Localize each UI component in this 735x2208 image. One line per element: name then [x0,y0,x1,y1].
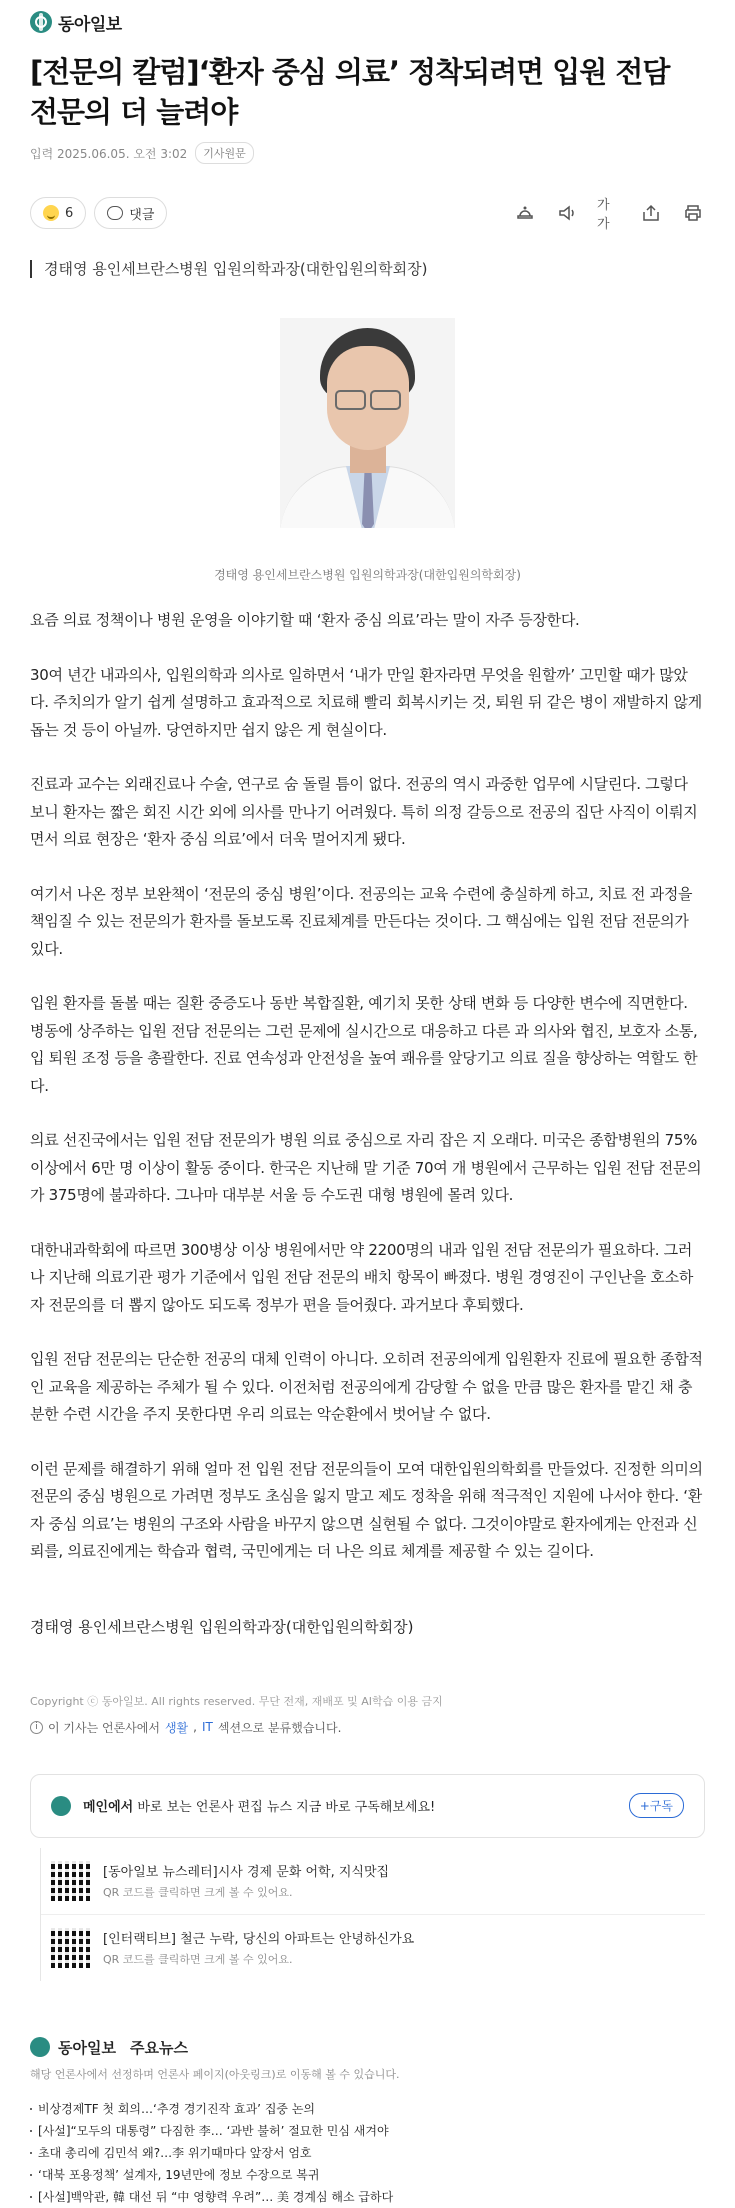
photo-caption: 경태영 용인세브란스병원 입원의학과장(대한입원의학회장) [214,568,521,582]
donga-mini-logo-icon [51,1796,71,1816]
reaction-count: 6 [65,205,74,221]
reporter-icon[interactable] [513,201,537,225]
article-meta [30,142,705,164]
qr-code-icon[interactable] [51,1861,91,1901]
paragraph: 이런 문제를 해결하기 위해 얼마 전 입원 전담 전문의들이 모여 대한입원의학회를 만들었다. 진정한 의미의 전문의 중심 병원으로 가려면 정부도 초심을 잃지 말고 제도 정착을 위해 적극적인 지원에 나서야 한다. ‘환자 중심 의료’는 병원의 구조와 사람을 바꾸지 않으면 실현될 수 없다. 그것이야말로 환자에게는 안전과 신뢰를, 의료진에게는 학습과 협력, 국민에게는 더 나은 의료 체계를 제공할 수 있는 길이다. [30,1459,703,1560]
donga-logo-icon [30,11,52,33]
news-link[interactable]: [사설]“모두의 대통령” 다짐한 李… ‘과반 불허’ 절묘한 민심 새겨야 [30,2120,705,2142]
paragraph: 여기서 나온 정부 보완책이 ‘전문의 중심 병원’이다. 전공의는 교육 수련에 충실하게 하고, 치료 전 과정을 책임질 수 있는 전문의가 환자를 돌보도록 진료체계를 만든다는 것이다. 그 핵심에는 입원 전담 전문의가 있다. [30,884,693,958]
main-news-header [30,2037,705,2058]
comment-button[interactable] [94,197,167,229]
donga-news-logo-icon [30,2037,50,2057]
section-link-it[interactable]: IT [201,1720,213,1734]
promo-item[interactable] [41,1915,705,1981]
photo-glasses [335,390,401,408]
published-time: 입력 2025.06.05. 오전 3:02 [30,146,188,161]
paragraph: 30여 년간 내과의사, 입원의학과 의사로 일하면서 ‘내가 만일 환자라면 무엇을 원할까’ 고민할 때가 많았다. 주치의가 알기 쉽게 설명하고 효과적으로 치료해 빨리 회복시키는 것, 퇴원 뒤 같은 병이 재발하지 않게 돕는 것 등이 아닐까. 당연하지만 쉽지 않은 게 현실이다. [30,665,702,739]
comment-bubble-icon [107,206,123,220]
article-toolbar [30,196,705,230]
article-byline-bottom: 경태영 용인세브란스병원 입원의학과장(대한입원의학회장) [30,1617,414,1636]
promo-title: [동아일보 뉴스레터]시사 경제 문화 어학, 지식맛집 [103,1865,390,1880]
news-link[interactable]: [사설]백악관, 韓 대선 뒤 “中 영향력 우려”… 美 경계심 해소 급하다 [30,2186,705,2208]
section-classification [30,1719,705,1736]
paragraph: 의료 선진국에서는 입원 전담 전문의가 병원 의료 중심으로 자리 잡은 지 오래다. 미국은 종합병원의 75% 이상에서 6만 명 이상이 활동 중이다. 한국은 지난해 말 기준 70여 개 병원에서 근무하는 입원 전담 전문의가 375명에 불과하다. 그나마 대부분 서울 등 수도권 대형 병원에 몰려 있다. [30,1131,702,1204]
qr-code-icon[interactable] [51,1928,91,1968]
press-logo[interactable] [30,10,122,35]
header [30,0,705,44]
news-link[interactable]: 초대 총리에 김민석 왜?…李 위기때마다 앞장서 엄호 [30,2142,705,2164]
original-article-button[interactable]: 기사원문 [195,142,254,164]
font-size-icon[interactable]: 가가 [597,198,610,232]
main-news-list [30,2098,705,2208]
paragraph: 요즘 의료 정책이나 병원 운영을 이야기할 때 ‘환자 중심 의료’라는 말이 자주 등장한다. [30,611,580,629]
logo-text: 동아일보 [58,14,122,35]
info-icon: i [30,1721,43,1734]
subscribe-button[interactable]: +구독 [629,1793,684,1818]
paragraph: 입원 전담 전문의는 단순한 전공의 대체 인력이 아니다. 오히려 전공의에게 입원환자 진료에 필요한 종합적인 교육을 제공하는 주체가 될 수 있다. 이전처럼 전공의에게 감당할 수 없을 만큼 많은 환자를 맡긴 채 충분한 수련 시간을 주지 못한다면 우리 의료는 악순환에서 벗어날 수 없다. [30,1350,703,1423]
article-byline: 경태영 용인세브란스병원 입원의학과장(대한입원의학회장) [30,260,705,278]
author-photo-wrap [30,318,705,528]
main-news-brand[interactable]: 동아일보 [58,2038,116,2057]
print-icon[interactable] [681,201,705,225]
copyright-text: Copyright ⓒ 동아일보. All rights reserved. 무단 전재, 재배포 및 AI학습 이용 금지 [30,1694,443,1708]
news-link[interactable]: ‘대북 포용정책’ 설계자, 19년만에 정보 수장으로 복귀 [30,2164,705,2186]
article-title: [전문의 칼럼]‘환자 중심 의료’ 정착되려면 입원 전담 전문의 더 늘려야 [30,55,670,129]
section-link-life[interactable]: 생활 [164,1720,189,1735]
article-body [30,607,705,1566]
promo-title: [인터랙티브] 철근 누락, 당신의 아파트는 안녕하신가요 [103,1932,415,1947]
smile-emoji-icon [43,205,59,221]
main-news-label: 주요뉴스 [129,2038,188,2057]
share-icon[interactable] [639,201,663,225]
subscribe-text: 바로 보는 언론사 편집 뉴스 지금 바로 구독해보세요! [137,1800,436,1815]
promo-sub: QR 코드를 클릭하면 크게 볼 수 있어요. [103,1886,293,1899]
classify-suffix: 섹션으로 분류했습니다. [217,1720,342,1735]
subscribe-bold: 메인에서 [83,1800,134,1815]
classify-comma: , [193,1720,197,1734]
news-link[interactable]: 비상경제TF 첫 회의…‘추경 경기진작 효과’ 집중 논의 [30,2098,705,2120]
author-photo[interactable] [280,318,455,528]
comment-label: 댓글 [129,207,155,223]
paragraph: 입원 환자를 돌볼 때는 질환 중증도나 동반 복합질환, 예기치 못한 상태 변화 등 다양한 변수에 직면한다. 병동에 상주하는 입원 전담 전문의는 그런 문제에 실시간으로 대응하고 다른 과 의사와 협진, 보호자 소통, 입 퇴원 조정 등을 총괄한다. 진료 연속성과 안전성을 높여 쾌유를 앞당기고 의료 질을 향상하는 역할도 한다. [30,994,698,1095]
audio-icon[interactable] [555,201,579,225]
promo-list [40,1848,705,1981]
classify-prefix: 이 기사는 언론사에서 [48,1720,160,1735]
reaction-button[interactable] [30,197,86,229]
paragraph: 대한내과학회에 따르면 300병상 이상 병원에서만 약 2200명의 내과 입원 전담 전문의가 필요하다. 그러나 지난해 의료기관 평가 기준에서 입원 전담 전문의 배치 항목이 빠졌다. 병원 경영진이 구인난을 호소하자 전문의를 더 뽑지 않아도 되도록 정부가 편을 들어줬다. 과거보다 후퇴했다. [30,1240,694,1314]
subscribe-banner [30,1774,705,1838]
promo-sub: QR 코드를 클릭하면 크게 볼 수 있어요. [103,1953,293,1966]
promo-item[interactable] [41,1848,705,1915]
paragraph: 진료과 교수는 외래진료나 수술, 연구로 숨 돌릴 틈이 없다. 전공의 역시 과중한 업무에 시달린다. 그렇다 보니 환자는 짧은 회진 시간 외에 의사를 만나기 어려웠다. 특히 의정 갈등으로 전공의 집단 사직이 이뤄지면서 의료 현장은 ‘환자 중심 의료’에서 더욱 멀어지게 됐다. [30,775,698,848]
main-news-desc: 해당 언론사에서 선정하며 언론사 페이지(아웃링크)로 이동해 볼 수 있습니다. [30,2067,400,2081]
